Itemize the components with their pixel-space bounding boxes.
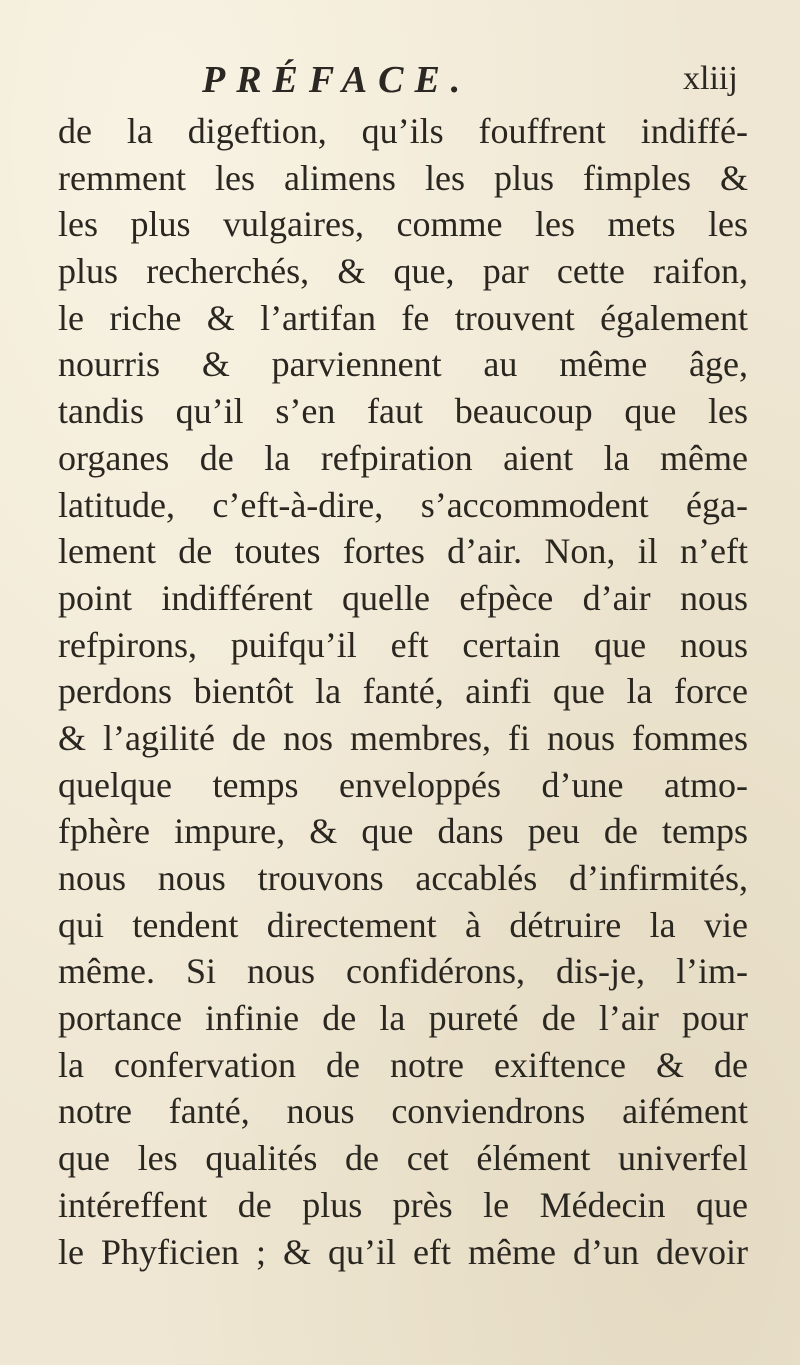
text-line: tandis qu’il s’en faut beaucoup que les (58, 391, 748, 432)
text-line: point indifférent quelle efpèce d’air nous (58, 577, 748, 618)
text-line: perdons bientôt la fanté, ainfi que la force (58, 671, 748, 712)
text-line: que les qualités de cet élément univerfel (58, 1138, 748, 1179)
text-line: même. Si nous confidérons, dis-je, l’im- (58, 951, 748, 992)
text-line: refpirons, puifqu’il eft certain que nous (58, 624, 748, 665)
text-line: de la digeftion, qu’ils fouffrent indiffé- (58, 111, 748, 151)
text-line: les plus vulgaires, comme les mets les (58, 204, 748, 245)
text-line: organes de la refpiration aient la même (58, 437, 748, 478)
text-line: lement de toutes fortes d’air. Non, il n’eft (58, 531, 748, 572)
text-line: intéreffent de plus près le Médecin que (58, 1184, 748, 1225)
text-line: quelque temps enveloppés d’une atmo- (58, 764, 748, 805)
text-line: & l’agilité de nos membres, fi nous fommes (58, 717, 748, 758)
text-line: portance infinie de la pureté de l’air pour (58, 998, 748, 1039)
page-number: xliij (683, 60, 738, 97)
body-text (58, 108, 748, 1275)
text-line: remment les alimens les plus fimples & (58, 157, 748, 198)
text-line: nourris & parviennent au même âge, (58, 344, 748, 385)
text-line: plus recherchés, & que, par cette raifon, (58, 251, 748, 292)
text-line: le riche & l’artifan fe trouvent également (58, 297, 748, 338)
page-header (0, 58, 800, 108)
running-title: PRÉFACE. (202, 59, 472, 101)
text-line: le Phyficien ; & qu’il eft même d’un devoir (58, 1231, 748, 1272)
text-line: latitude, c’eft-à-dire, s’accommodent éga- (58, 484, 748, 525)
text-line: fphère impure, & que dans peu de temps (58, 811, 748, 852)
text-line: notre fanté, nous conviendrons aifément (58, 1091, 748, 1132)
text-line: qui tendent directement à détruire la vie (58, 904, 748, 945)
text-line: la confervation de notre exiftence & de (58, 1044, 748, 1085)
text-line: nous nous trouvons accablés d’infirmités, (58, 858, 748, 898)
